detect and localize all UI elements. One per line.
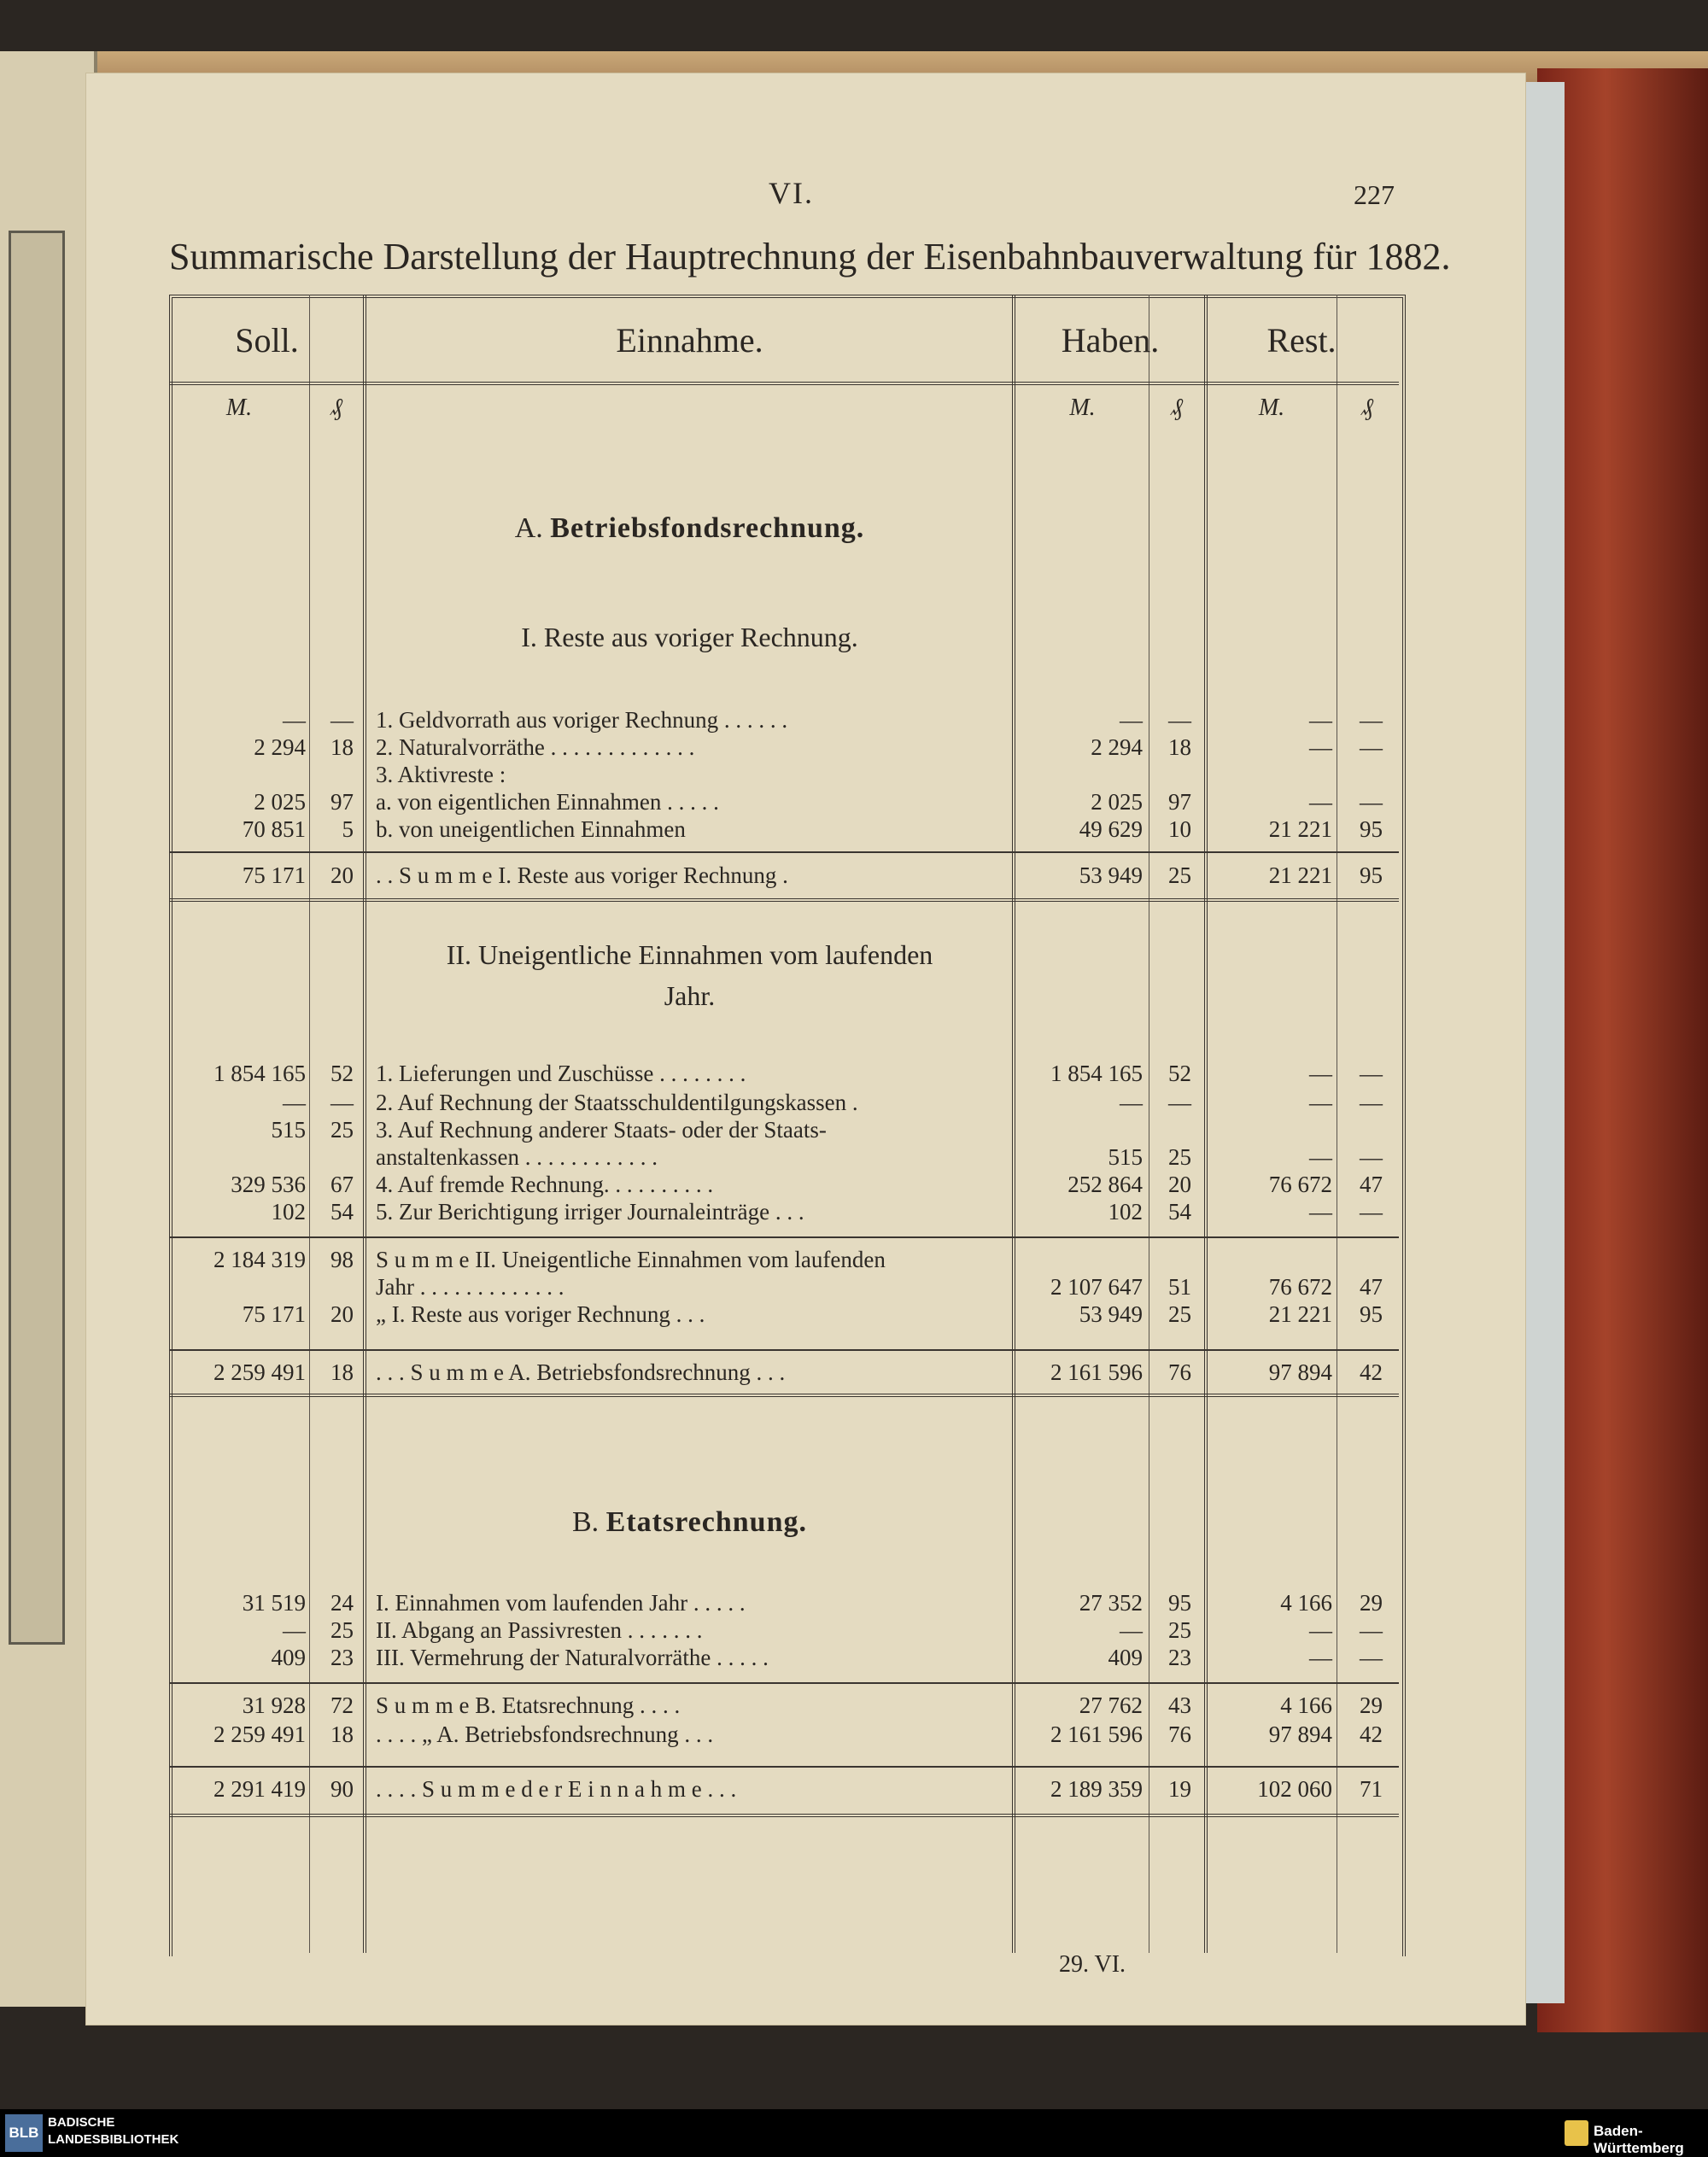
cell-soll-pf: 97 [330,789,354,815]
footer-signature: 29. VI. [1059,1951,1126,1978]
cell-rest-m: — [1309,1645,1332,1670]
cell-rest-m: 4 166 [1280,1692,1332,1718]
cell-soll-pf: 20 [330,862,354,888]
cell-rest-pf: 95 [1360,816,1383,842]
left-page-frame [9,231,65,1645]
cell-haben-pf: 95 [1168,1590,1191,1616]
cell-rest-m: 21 221 [1268,816,1332,842]
header-haben: Haben. [1061,321,1160,360]
cell-rest-m: — [1309,734,1332,760]
cell-soll-pf: 23 [330,1645,354,1670]
subsection-a1-heading: I. Reste aus voriger Rechnung. [521,622,858,652]
rule-before-sum-a1 [169,851,1399,853]
cell-soll-pf: 54 [330,1199,354,1225]
table-row [0,815,1708,844]
table-row [0,705,1708,734]
section-b-letter: B. [571,1506,600,1538]
cell-text: . . . . S u m m e d e r E i n n a h m e . . . [376,1776,737,1802]
page-title: Summarische Darstellung der Hauptrechnung der Eisenbahnbauverwaltung für 1882. [169,236,1451,278]
cell-rest-m: 76 672 [1268,1274,1332,1300]
blb-line2: LANDESBIBLIOTHEK [48,2132,179,2147]
cell-soll-m: — [283,707,306,733]
cell-haben-m: 2 189 359 [1050,1776,1143,1802]
subsection-a2-heading-line1: II. Uneigentliche Einnahmen vom laufenden [446,939,933,970]
cell-rest-pf: 71 [1360,1776,1383,1802]
cell-soll-m: 2 259 491 [214,1722,306,1747]
cell-rest-pf: — [1360,1645,1383,1670]
cell-soll-pf: 24 [330,1590,354,1616]
cell-haben-m: 409 [1108,1645,1143,1670]
cell-rest-m: — [1309,1199,1332,1225]
rule-after-sum-a [169,1394,1399,1397]
cell-haben-pf: 54 [1168,1199,1191,1225]
cell-rest-m: 102 060 [1257,1776,1332,1802]
cell-rest-pf: 47 [1360,1274,1383,1300]
subsection-a2-heading-line2: Jahr. [664,980,716,1011]
cell-rest-m: — [1309,707,1332,733]
table-row [0,1616,1708,1645]
unit-rest-mark: M. [1258,395,1285,421]
header-einnahme: Einnahme. [616,321,763,360]
cell-rest-m: — [1309,789,1332,815]
cell-haben-m: 252 864 [1068,1172,1143,1197]
table-row [0,1088,1708,1117]
blb-logo: BLB [5,2114,43,2152]
cell-haben-pf: 23 [1168,1645,1191,1670]
cell-soll-m: 1 854 165 [214,1061,306,1086]
cell-rest-pf: 95 [1360,862,1383,888]
unit-soll-pf: ₰ [330,395,342,421]
chapter-number: VI. [769,176,814,210]
cell-text: II. Abgang an Passivresten . . . . . . . [376,1617,703,1643]
cell-soll-m: — [283,1090,306,1115]
cell-haben-m: 2 161 596 [1050,1722,1143,1747]
table-row [0,760,1708,789]
cell-haben-m: 1 854 165 [1050,1061,1143,1086]
section-a-title: Betriebsfondsrechnung. [550,512,865,544]
cell-soll-pf: 20 [330,1301,354,1327]
cell-rest-pf: 42 [1360,1722,1383,1747]
cell-soll-pf: 25 [330,1617,354,1643]
cell-rest-pf: — [1360,707,1383,733]
cell-text: b. von uneigentlichen Einnahmen [376,816,686,842]
cell-text: 3. Aktivreste : [376,762,506,787]
table-row [0,1588,1708,1617]
cell-text: 5. Zur Berichtigung irriger Journaleinträge . . . [376,1199,804,1225]
rule-before-sum-a2 [169,1236,1399,1238]
table-row [0,1143,1708,1172]
cell-rest-m: 97 894 [1268,1359,1332,1385]
cell-haben-pf: 20 [1168,1172,1191,1197]
rule-after-sum-a1 [169,898,1399,902]
cell-haben-pf: 10 [1168,816,1191,842]
cell-soll-pf: 98 [330,1247,354,1272]
baden-wuerttemberg-label: Baden-Württemberg [1594,2123,1684,2156]
cell-rest-pf: — [1360,1090,1383,1115]
sum-row [0,1358,1708,1387]
cell-soll-m: 31 928 [242,1692,306,1718]
baden-wuerttemberg-crest-icon [1565,2120,1588,2146]
cell-soll-pf: — [330,707,354,733]
cell-rest-pf: 95 [1360,1301,1383,1327]
cell-rest-pf: 29 [1360,1590,1383,1616]
cell-text: S u m m e II. Uneigentliche Einnahmen vom laufenden [376,1247,886,1272]
rule-before-total [169,1766,1399,1768]
cell-haben-pf: 97 [1168,789,1191,815]
cell-soll-pf: 5 [342,816,354,842]
cell-text: S u m m e B. Etatsrechnung . . . . [376,1692,681,1718]
cell-soll-m: — [283,1617,306,1643]
cell-soll-m: 329 536 [231,1172,306,1197]
page-number: 227 [1354,179,1395,210]
cell-soll-pf: 18 [330,734,354,760]
cell-haben-m: 2 294 [1091,734,1143,760]
cell-haben-pf: 52 [1168,1061,1191,1086]
cell-rest-m: 4 166 [1280,1590,1332,1616]
cell-rest-pf: — [1360,1199,1383,1225]
cell-soll-m: 102 [271,1199,306,1225]
unit-haben-pf: ₰ [1171,395,1183,421]
cell-soll-pf: 72 [330,1692,354,1718]
cell-rest-pf: — [1360,789,1383,815]
cell-haben-m: 102 [1108,1199,1143,1225]
table-row [0,733,1708,762]
sum-row [0,861,1708,890]
cell-haben-m: 2 107 647 [1050,1274,1143,1300]
header-rest: Rest. [1266,321,1337,360]
table-row [0,1059,1708,1088]
cell-soll-pf: — [330,1090,354,1115]
unit-rest-pf: ₰ [1361,395,1373,421]
cell-text: . . . S u m m e A. Betriebsfondsrechnung . . . [376,1359,786,1385]
cell-haben-m: 49 629 [1079,816,1143,842]
cell-haben-pf: 43 [1168,1692,1191,1718]
cell-haben-m: 2 025 [1091,789,1143,815]
cell-haben-pf: 25 [1168,862,1191,888]
cell-rest-pf: — [1360,1061,1383,1086]
cell-text: anstaltenkassen . . . . . . . . . . . . [376,1144,658,1170]
cell-soll-m: 70 851 [242,816,306,842]
table-row [0,1197,1708,1226]
cell-soll-m: 2 291 419 [214,1776,306,1802]
cell-text: 2. Naturalvorräthe . . . . . . . . . . . . . [376,734,695,760]
sum-row [0,1272,1708,1301]
cell-haben-m: 27 352 [1079,1590,1143,1616]
cell-soll-m: 409 [271,1645,306,1670]
cell-soll-pf: 52 [330,1061,354,1086]
cell-text: „ I. Reste aus voriger Rechnung . . . [376,1301,705,1327]
cell-haben-pf: 18 [1168,734,1191,760]
cell-haben-m: 2 161 596 [1050,1359,1143,1385]
cell-haben-pf: 76 [1168,1722,1191,1747]
cell-rest-m: 76 672 [1268,1172,1332,1197]
cell-haben-pf: — [1168,707,1191,733]
cell-rest-pf: 42 [1360,1359,1383,1385]
sum-row [0,1245,1708,1274]
cell-text: III. Vermehrung der Naturalvorräthe . . . . . [376,1645,769,1670]
cell-soll-pf: 18 [330,1722,354,1747]
cell-haben-m: 53 949 [1079,1301,1143,1327]
table-row [0,1643,1708,1672]
cell-text: 3. Auf Rechnung anderer Staats- oder der Staats- [376,1117,827,1143]
rule-before-sum-a [169,1349,1399,1351]
cell-rest-pf: — [1360,734,1383,760]
cell-soll-m: 2 259 491 [214,1359,306,1385]
header-soll: Soll. [235,321,299,360]
section-a-letter: A. [514,512,543,544]
table-row [0,1170,1708,1199]
cell-haben-pf: 25 [1168,1301,1191,1327]
sum-row [0,1720,1708,1749]
cell-rest-m: — [1309,1617,1332,1643]
cell-haben-pf: — [1168,1090,1191,1115]
cell-rest-pf: 29 [1360,1692,1383,1718]
cell-haben-pf: 25 [1168,1617,1191,1643]
cell-haben-pf: 76 [1168,1359,1191,1385]
section-b-heading [367,1506,1012,1539]
cell-soll-m: 2 184 319 [214,1247,306,1272]
cell-soll-m: 31 519 [242,1590,306,1616]
cell-text: I. Einnahmen vom laufenden Jahr . . . . . [376,1590,746,1616]
blb-line1: BADISCHE [48,2115,115,2130]
cell-text: 4. Auf fremde Rechnung. . . . . . . . . . [376,1172,714,1197]
viewer-footer-bar [0,2109,1708,2157]
header-rule [169,382,1399,385]
table-row [0,1115,1708,1144]
cell-soll-pf: 90 [330,1776,354,1802]
cell-rest-m: 21 221 [1268,1301,1332,1327]
cell-soll-m: 75 171 [242,1301,306,1327]
unit-soll-mark: M. [225,395,253,421]
sum-row [0,1691,1708,1720]
cell-text: a. von eigentlichen Einnahmen . . . . . [376,789,719,815]
cell-haben-pf: 51 [1168,1274,1191,1300]
cell-haben-m: 53 949 [1079,862,1143,888]
cell-haben-pf: 25 [1168,1144,1191,1170]
cell-rest-pf: — [1360,1144,1383,1170]
cell-rest-pf: — [1360,1617,1383,1643]
cell-text: 1. Geldvorrath aus voriger Rechnung . . . . . . [376,707,788,733]
cell-rest-pf: 47 [1360,1172,1383,1197]
cell-haben-m: 515 [1108,1144,1143,1170]
blb-library-name [48,2114,178,2148]
section-a-heading [367,512,1012,545]
cell-haben-m: — [1120,707,1143,733]
cell-text: Jahr . . . . . . . . . . . . . [376,1274,564,1300]
cell-soll-m: 2 025 [254,789,306,815]
rule-before-sum-b [169,1682,1399,1684]
cell-rest-m: — [1309,1090,1332,1115]
cell-rest-m: 21 221 [1268,862,1332,888]
cell-soll-pf: 67 [330,1172,354,1197]
cell-text: . . S u m m e I. Reste aus voriger Rechnung . [376,862,788,888]
cell-haben-m: — [1120,1090,1143,1115]
unit-haben-mark: M. [1069,395,1096,421]
cell-soll-m: 515 [271,1117,306,1143]
rule-after-total [169,1814,1399,1817]
cell-haben-pf: 19 [1168,1776,1191,1802]
cell-text: 2. Auf Rechnung der Staatsschuldentilgungskassen . [376,1090,858,1115]
cell-text: 1. Lieferungen und Zuschüsse . . . . . . . . [376,1061,746,1086]
cell-rest-m: — [1309,1144,1332,1170]
table-row [0,787,1708,816]
cell-haben-m: 27 762 [1079,1692,1143,1718]
cell-soll-pf: 25 [330,1117,354,1143]
total-row [0,1774,1708,1803]
cell-soll-pf: 18 [330,1359,354,1385]
cell-text: . . . . „ A. Betriebsfondsrechnung . . . [376,1722,714,1747]
section-b-title: Etatsrechnung. [605,1506,808,1538]
cell-rest-m: — [1309,1061,1332,1086]
cell-soll-m: 75 171 [242,862,306,888]
cell-rest-m: 97 894 [1268,1722,1332,1747]
cell-haben-m: — [1120,1617,1143,1643]
sum-row [0,1300,1708,1329]
cell-soll-m: 2 294 [254,734,306,760]
